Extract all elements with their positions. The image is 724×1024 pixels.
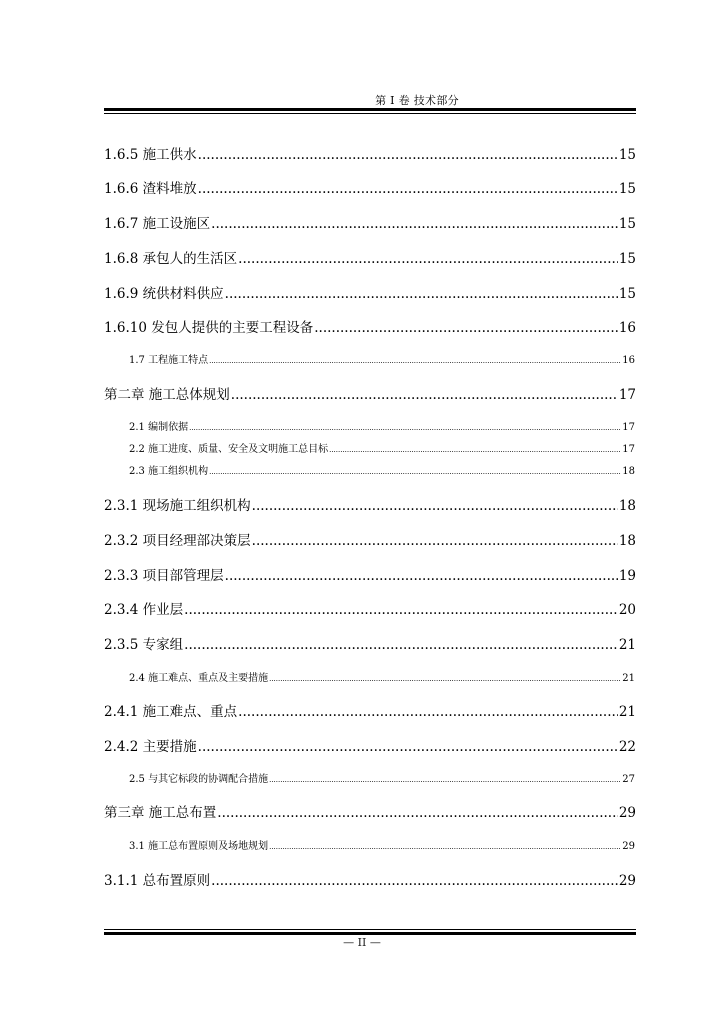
toc-entry-title: 1.6.5 施工供水 xyxy=(104,147,197,163)
toc-leader xyxy=(269,673,621,684)
header-rule-thin xyxy=(104,113,636,114)
toc-entry-page: 15 xyxy=(618,181,636,197)
toc-leader xyxy=(252,533,618,549)
toc-entry-page: 16 xyxy=(622,355,635,366)
toc-entry-page: 18 xyxy=(618,498,636,514)
toc-entry-title: 2.3.1 现场施工组织机构 xyxy=(104,498,251,514)
toc-entry-page: 17 xyxy=(622,422,635,433)
toc-leader xyxy=(209,355,621,366)
page-number: — II — xyxy=(343,936,381,949)
toc-leader xyxy=(252,498,618,514)
toc-leader xyxy=(329,444,621,455)
toc-entry-page: 19 xyxy=(618,568,636,584)
toc-entry-title: 3.1 施工总布置原则及场地规划 xyxy=(129,841,269,852)
toc-entry-title: 2.3.3 项目部管理层 xyxy=(104,568,224,584)
toc-entry-title: 1.6.8 承包人的生活区 xyxy=(104,251,238,267)
toc-leader xyxy=(209,466,621,477)
toc-entry[interactable] xyxy=(104,564,636,582)
toc-entry-title: 2.4.2 主要措施 xyxy=(104,739,197,755)
toc-entry-title: 2.2 施工进度、质量、安全及文明施工总目标 xyxy=(129,444,329,455)
toc-entry-title: 2.3 施工组织机构 xyxy=(129,466,209,477)
toc-entry[interactable] xyxy=(129,770,635,784)
toc-entry-page: 15 xyxy=(618,147,636,163)
toc-leader xyxy=(238,704,618,720)
toc-entry-page: 17 xyxy=(622,444,635,455)
toc-entry[interactable] xyxy=(104,735,636,753)
toc-leader xyxy=(314,320,618,336)
footer-rule-thick xyxy=(104,932,636,935)
toc-entry-page: 15 xyxy=(618,251,636,267)
page-header-title: 第 I 卷 技术部分 xyxy=(375,94,459,107)
toc-entry-title: 第三章 施工总布置 xyxy=(104,805,217,821)
toc-leader xyxy=(198,147,618,163)
toc-entry-page: 27 xyxy=(622,774,635,785)
toc-entry-page: 18 xyxy=(618,533,636,549)
toc-entry-page: 29 xyxy=(622,841,635,852)
toc-leader xyxy=(198,181,618,197)
toc-entry[interactable] xyxy=(104,316,636,334)
toc-entry[interactable] xyxy=(104,383,636,401)
toc-leader xyxy=(238,251,618,267)
toc-entry-title: 2.1 编制依据 xyxy=(129,422,189,433)
toc-entry[interactable] xyxy=(104,177,636,195)
toc-entry-page: 29 xyxy=(618,873,636,889)
toc-entry-title: 2.3.4 作业层 xyxy=(104,602,184,618)
footer-rule-thin xyxy=(104,929,636,930)
toc-entry-page: 16 xyxy=(618,320,636,336)
toc-entry[interactable] xyxy=(104,494,636,512)
toc-entry-title: 3.1.1 总布置原则 xyxy=(104,873,211,889)
toc-leader xyxy=(269,774,621,785)
toc-entry[interactable] xyxy=(129,418,635,432)
toc-entry-page: 22 xyxy=(618,739,636,755)
toc-entry-title: 1.7 工程施工特点 xyxy=(129,355,209,366)
toc-entry[interactable] xyxy=(104,801,636,819)
toc-leader xyxy=(184,637,618,653)
toc-entry-title: 2.3.2 项目经理部决策层 xyxy=(104,533,251,549)
toc-entry[interactable] xyxy=(104,143,636,161)
toc-entry-title: 2.5 与其它标段的协调配合措施 xyxy=(129,774,269,785)
toc-entry-title: 第二章 施工总体规划 xyxy=(104,387,230,403)
toc-leader xyxy=(211,873,618,889)
toc-leader xyxy=(225,568,618,584)
toc-entry[interactable] xyxy=(104,247,636,265)
toc-leader xyxy=(217,805,618,821)
toc-entry[interactable] xyxy=(104,212,636,230)
toc-entry-title: 1.6.10 发包人提供的主要工程设备 xyxy=(104,320,314,336)
toc-entry[interactable] xyxy=(129,462,635,476)
toc-leader xyxy=(269,841,621,852)
toc-entry-page: 17 xyxy=(618,387,636,403)
toc-entry-page: 15 xyxy=(618,286,636,302)
toc-leader xyxy=(231,387,618,403)
toc-leader xyxy=(225,286,618,302)
toc-entry[interactable] xyxy=(129,837,635,851)
toc-entry-title: 1.6.7 施工设施区 xyxy=(104,216,211,232)
toc-entry-page: 21 xyxy=(622,673,635,684)
toc-entry[interactable] xyxy=(104,529,636,547)
toc-leader xyxy=(198,739,618,755)
toc-entry-title: 2.4.1 施工难点、重点 xyxy=(104,704,238,720)
toc-entry-page: 20 xyxy=(618,602,636,618)
toc-entry-page: 29 xyxy=(618,805,636,821)
toc-entry[interactable] xyxy=(129,669,635,683)
toc-entry-page: 15 xyxy=(618,216,636,232)
header-rule-thick xyxy=(104,108,636,111)
toc-entry[interactable] xyxy=(104,598,636,616)
toc-entry[interactable] xyxy=(104,869,636,887)
toc-entry-title: 2.3.5 专家组 xyxy=(104,637,184,653)
toc-entry-page: 21 xyxy=(618,637,636,653)
toc-entry-page: 21 xyxy=(618,704,636,720)
toc-leader xyxy=(211,216,618,232)
toc-entry[interactable] xyxy=(104,633,636,651)
toc-leader xyxy=(184,602,618,618)
toc-entry[interactable] xyxy=(104,700,636,718)
toc-entry-title: 2.4 施工难点、重点及主要措施 xyxy=(129,673,269,684)
toc-entry-title: 1.6.9 统供材料供应 xyxy=(104,286,224,302)
toc-entry-page: 18 xyxy=(622,466,635,477)
toc-leader xyxy=(189,422,621,433)
toc-entry-title: 1.6.6 渣料堆放 xyxy=(104,181,197,197)
toc-entry[interactable] xyxy=(129,351,635,365)
toc-entry[interactable] xyxy=(104,282,636,300)
toc-entry[interactable] xyxy=(129,440,635,454)
